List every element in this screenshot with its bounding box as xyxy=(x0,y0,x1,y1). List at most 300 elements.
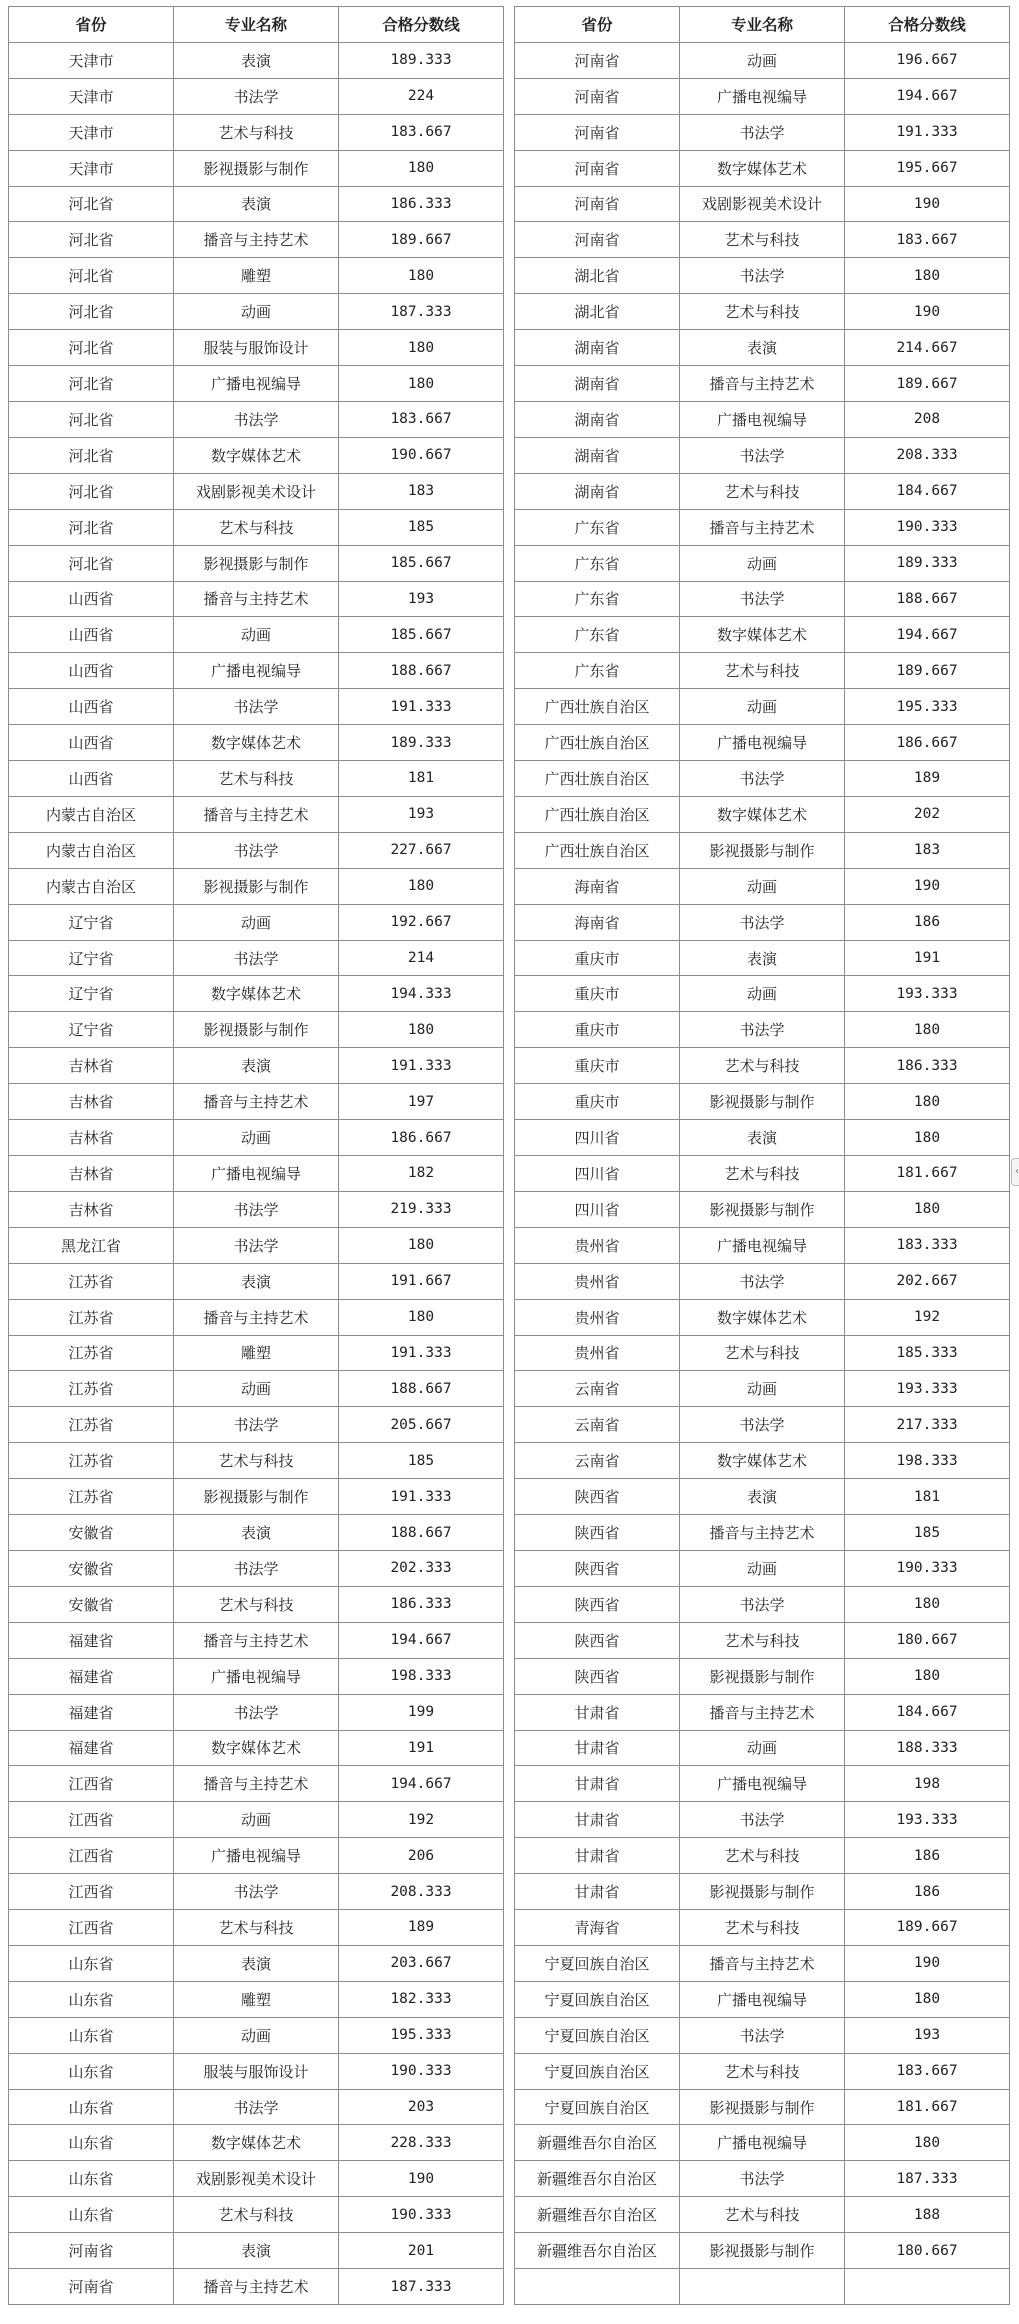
cell-province: 河南省 xyxy=(515,114,680,150)
table-row xyxy=(515,2161,1010,2197)
table-row xyxy=(515,2197,1010,2233)
table-row xyxy=(9,976,504,1012)
cell-major: 表演 xyxy=(174,1048,339,1084)
cell-province: 湖北省 xyxy=(515,294,680,330)
table-row xyxy=(515,1012,1010,1048)
cell-province: 山东省 xyxy=(9,2197,174,2233)
cell-score: 199 xyxy=(339,1694,504,1730)
cell-major: 播音与主持艺术 xyxy=(174,1622,339,1658)
cell-score: 194.333 xyxy=(339,976,504,1012)
table-row xyxy=(9,150,504,186)
table-row xyxy=(9,904,504,940)
cell-province: 河北省 xyxy=(9,545,174,581)
cell-major: 影视摄影与制作 xyxy=(680,1874,845,1910)
cell-province: 云南省 xyxy=(515,1443,680,1479)
table-row xyxy=(9,1981,504,2017)
table-row xyxy=(9,2269,504,2305)
cell-major: 书法学 xyxy=(174,689,339,725)
cell-score: 183.667 xyxy=(339,401,504,437)
cell-major: 艺术与科技 xyxy=(174,761,339,797)
cell-major: 数字媒体艺术 xyxy=(174,725,339,761)
cell-score: 202.667 xyxy=(845,1263,1010,1299)
cell-major: 动画 xyxy=(680,545,845,581)
cell-score: 190.333 xyxy=(845,509,1010,545)
cell-score: 184.667 xyxy=(845,473,1010,509)
table-row xyxy=(515,401,1010,437)
cell-province: 新疆维吾尔自治区 xyxy=(515,2197,680,2233)
cell-major: 动画 xyxy=(174,617,339,653)
cell-province: 江西省 xyxy=(9,1838,174,1874)
table-row xyxy=(515,366,1010,402)
table-row xyxy=(515,1263,1010,1299)
cell-score: 190.333 xyxy=(845,1550,1010,1586)
table-row xyxy=(515,1407,1010,1443)
cell-score: 180 xyxy=(845,1658,1010,1694)
table-row xyxy=(515,509,1010,545)
table-row xyxy=(9,1622,504,1658)
cell-province: 甘肃省 xyxy=(515,1802,680,1838)
cell-score: 189.667 xyxy=(845,366,1010,402)
table-row xyxy=(9,1335,504,1371)
cell-score: 191.333 xyxy=(339,689,504,725)
cell-major: 表演 xyxy=(680,1479,845,1515)
cell-province: 四川省 xyxy=(515,1156,680,1192)
empty-cell xyxy=(845,2269,1010,2305)
cell-score: 183.667 xyxy=(845,2053,1010,2089)
cell-major: 数字媒体艺术 xyxy=(174,2125,339,2161)
cell-major: 书法学 xyxy=(680,904,845,940)
cell-major: 动画 xyxy=(680,868,845,904)
cell-province: 湖南省 xyxy=(515,330,680,366)
cell-major: 数字媒体艺术 xyxy=(680,796,845,832)
table-row xyxy=(9,940,504,976)
cell-province: 吉林省 xyxy=(9,1084,174,1120)
cell-major: 书法学 xyxy=(174,78,339,114)
table-row xyxy=(9,1658,504,1694)
cell-major: 动画 xyxy=(680,42,845,78)
cell-major: 书法学 xyxy=(174,940,339,976)
cell-province: 广东省 xyxy=(515,653,680,689)
cell-province: 湖北省 xyxy=(515,258,680,294)
cell-score: 208 xyxy=(845,401,1010,437)
cell-score: 180 xyxy=(339,868,504,904)
cell-major: 数字媒体艺术 xyxy=(680,1299,845,1335)
table-row xyxy=(515,1658,1010,1694)
cell-score: 191.333 xyxy=(339,1335,504,1371)
table-body-left xyxy=(9,42,504,2304)
table-row xyxy=(515,330,1010,366)
cell-province: 天津市 xyxy=(9,78,174,114)
table-row xyxy=(9,437,504,473)
cell-major: 播音与主持艺术 xyxy=(680,1515,845,1551)
cell-province: 湖南省 xyxy=(515,437,680,473)
cell-major: 艺术与科技 xyxy=(680,653,845,689)
cell-major: 雕塑 xyxy=(174,1981,339,2017)
cell-score: 181 xyxy=(845,1479,1010,1515)
cell-major: 艺术与科技 xyxy=(174,509,339,545)
cell-province: 江西省 xyxy=(9,1910,174,1946)
table-row xyxy=(515,617,1010,653)
table-row xyxy=(9,1012,504,1048)
table-row xyxy=(9,1586,504,1622)
cell-major: 动画 xyxy=(680,976,845,1012)
table-row xyxy=(9,366,504,402)
cell-province: 河南省 xyxy=(515,78,680,114)
cell-score: 203.667 xyxy=(339,1945,504,1981)
cell-major: 动画 xyxy=(174,294,339,330)
table-row xyxy=(9,2197,504,2233)
table-row xyxy=(9,1299,504,1335)
cell-score: 185 xyxy=(845,1515,1010,1551)
cell-score: 180 xyxy=(339,1299,504,1335)
cell-province: 安徽省 xyxy=(9,1586,174,1622)
cell-score: 190 xyxy=(845,868,1010,904)
cell-province: 山西省 xyxy=(9,725,174,761)
cell-major: 书法学 xyxy=(174,1694,339,1730)
cell-major: 艺术与科技 xyxy=(680,1622,845,1658)
cell-major: 书法学 xyxy=(174,1550,339,1586)
cell-score: 186.333 xyxy=(339,1586,504,1622)
cell-province: 天津市 xyxy=(9,114,174,150)
cell-score: 189.667 xyxy=(845,1910,1010,1946)
table-row xyxy=(9,1479,504,1515)
table-row xyxy=(515,653,1010,689)
cell-major: 影视摄影与制作 xyxy=(680,2233,845,2269)
table-row xyxy=(9,258,504,294)
cell-score: 186.333 xyxy=(845,1048,1010,1084)
scroll-handle-icon[interactable]: ‹ xyxy=(1011,1158,1019,1186)
cell-province: 吉林省 xyxy=(9,1048,174,1084)
cell-province: 广西壮族自治区 xyxy=(515,725,680,761)
cell-province: 贵州省 xyxy=(515,1263,680,1299)
header-major: 专业名称 xyxy=(680,7,845,43)
cell-score: 228.333 xyxy=(339,2125,504,2161)
cell-major: 影视摄影与制作 xyxy=(680,832,845,868)
cell-province: 湖南省 xyxy=(515,473,680,509)
table-row xyxy=(9,545,504,581)
cell-major: 雕塑 xyxy=(174,258,339,294)
cell-province: 河南省 xyxy=(515,186,680,222)
empty-cell xyxy=(515,2269,680,2305)
cell-major: 动画 xyxy=(680,1730,845,1766)
cell-province: 河北省 xyxy=(9,186,174,222)
cell-major: 表演 xyxy=(174,42,339,78)
cell-province: 重庆市 xyxy=(515,976,680,1012)
cell-major: 艺术与科技 xyxy=(680,1838,845,1874)
cell-score: 194.667 xyxy=(339,1622,504,1658)
cell-major: 书法学 xyxy=(174,2089,339,2125)
cell-province: 河北省 xyxy=(9,437,174,473)
table-row xyxy=(515,258,1010,294)
table-row xyxy=(515,2053,1010,2089)
cell-province: 河北省 xyxy=(9,258,174,294)
cell-major: 书法学 xyxy=(174,1407,339,1443)
cell-major: 动画 xyxy=(680,1371,845,1407)
cell-score: 187.333 xyxy=(339,2269,504,2305)
table-row xyxy=(9,689,504,725)
cell-score: 188.667 xyxy=(339,1371,504,1407)
cell-major: 广播电视编导 xyxy=(174,1658,339,1694)
cell-score: 180 xyxy=(845,1586,1010,1622)
table-row xyxy=(515,1874,1010,1910)
cell-province: 宁夏回族自治区 xyxy=(515,1981,680,2017)
cell-score: 188.667 xyxy=(845,581,1010,617)
cell-province: 内蒙古自治区 xyxy=(9,868,174,904)
cell-score: 190 xyxy=(339,2161,504,2197)
cell-score: 180 xyxy=(339,150,504,186)
empty-cell xyxy=(680,2269,845,2305)
cell-score: 185 xyxy=(339,509,504,545)
cell-province: 江苏省 xyxy=(9,1371,174,1407)
cell-score: 189 xyxy=(339,1910,504,1946)
table-row xyxy=(515,1191,1010,1227)
table-row xyxy=(9,2017,504,2053)
cell-major: 书法学 xyxy=(680,1586,845,1622)
cell-score: 185.333 xyxy=(845,1335,1010,1371)
score-table-right xyxy=(514,6,1010,2305)
table-row xyxy=(515,2017,1010,2053)
cell-major: 艺术与科技 xyxy=(680,1156,845,1192)
cell-score: 184.667 xyxy=(845,1694,1010,1730)
cell-major: 表演 xyxy=(174,1945,339,1981)
cell-major: 影视摄影与制作 xyxy=(174,1479,339,1515)
cell-province: 山西省 xyxy=(9,653,174,689)
table-row xyxy=(515,2233,1010,2269)
cell-score: 183.333 xyxy=(845,1227,1010,1263)
cell-province: 江西省 xyxy=(9,1802,174,1838)
cell-score: 182.333 xyxy=(339,1981,504,2017)
cell-score: 188.333 xyxy=(845,1730,1010,1766)
cell-score: 191.333 xyxy=(845,114,1010,150)
table-row xyxy=(9,1156,504,1192)
cell-province: 江苏省 xyxy=(9,1335,174,1371)
cell-score: 183.667 xyxy=(845,222,1010,258)
cell-province: 重庆市 xyxy=(515,1012,680,1048)
cell-score: 195.333 xyxy=(339,2017,504,2053)
cell-province: 安徽省 xyxy=(9,1550,174,1586)
cell-score: 180 xyxy=(845,258,1010,294)
cell-province: 江苏省 xyxy=(9,1443,174,1479)
cell-score: 180.667 xyxy=(845,1622,1010,1658)
cell-province: 福建省 xyxy=(9,1730,174,1766)
cell-score: 193.333 xyxy=(845,976,1010,1012)
cell-province: 河南省 xyxy=(515,42,680,78)
cell-major: 影视摄影与制作 xyxy=(680,1191,845,1227)
cell-major: 书法学 xyxy=(174,1191,339,1227)
cell-score: 180 xyxy=(339,1227,504,1263)
cell-score: 198 xyxy=(845,1766,1010,1802)
table-row xyxy=(515,114,1010,150)
cell-province: 福建省 xyxy=(9,1622,174,1658)
cell-score: 201 xyxy=(339,2233,504,2269)
table-row xyxy=(515,725,1010,761)
cell-score: 208.333 xyxy=(845,437,1010,473)
cell-province: 甘肃省 xyxy=(515,1766,680,1802)
cell-province: 吉林省 xyxy=(9,1191,174,1227)
cell-province: 天津市 xyxy=(9,150,174,186)
cell-province: 云南省 xyxy=(515,1407,680,1443)
cell-major: 艺术与科技 xyxy=(174,1443,339,1479)
cell-score: 185.667 xyxy=(339,617,504,653)
cell-province: 贵州省 xyxy=(515,1335,680,1371)
header-score: 合格分数线 xyxy=(339,7,504,43)
table-row xyxy=(9,1838,504,1874)
cell-province: 江苏省 xyxy=(9,1263,174,1299)
cell-province: 陕西省 xyxy=(515,1622,680,1658)
table-row xyxy=(515,42,1010,78)
cell-major: 动画 xyxy=(174,2017,339,2053)
cell-score: 224 xyxy=(339,78,504,114)
cell-score: 180.667 xyxy=(845,2233,1010,2269)
cell-major: 影视摄影与制作 xyxy=(174,1012,339,1048)
cell-score: 185 xyxy=(339,1443,504,1479)
cell-score: 190 xyxy=(845,186,1010,222)
cell-score: 190 xyxy=(845,294,1010,330)
cell-province: 陕西省 xyxy=(515,1479,680,1515)
cell-province: 江苏省 xyxy=(9,1407,174,1443)
cell-major: 书法学 xyxy=(680,1012,845,1048)
cell-major: 数字媒体艺术 xyxy=(680,617,845,653)
cell-major: 广播电视编导 xyxy=(174,1838,339,1874)
cell-major: 艺术与科技 xyxy=(174,114,339,150)
table-row xyxy=(515,976,1010,1012)
cell-score: 203 xyxy=(339,2089,504,2125)
cell-province: 广西壮族自治区 xyxy=(515,832,680,868)
cell-major: 播音与主持艺术 xyxy=(174,222,339,258)
cell-score: 208.333 xyxy=(339,1874,504,1910)
cell-province: 山东省 xyxy=(9,1945,174,1981)
cell-score: 180 xyxy=(845,1084,1010,1120)
cell-province: 海南省 xyxy=(515,904,680,940)
cell-major: 播音与主持艺术 xyxy=(680,509,845,545)
table-row xyxy=(9,509,504,545)
cell-province: 河北省 xyxy=(9,294,174,330)
cell-score: 214 xyxy=(339,940,504,976)
table-row xyxy=(9,1694,504,1730)
cell-score: 198.333 xyxy=(845,1443,1010,1479)
cell-major: 数字媒体艺术 xyxy=(174,1730,339,1766)
header-province: 省份 xyxy=(515,7,680,43)
cell-province: 河北省 xyxy=(9,473,174,509)
table-row xyxy=(9,222,504,258)
cell-score: 186 xyxy=(845,904,1010,940)
cell-province: 河北省 xyxy=(9,330,174,366)
table-row xyxy=(9,1730,504,1766)
table-row xyxy=(9,1550,504,1586)
cell-major: 书法学 xyxy=(680,258,845,294)
cell-score: 187.333 xyxy=(845,2161,1010,2197)
cell-province: 陕西省 xyxy=(515,1658,680,1694)
cell-major: 雕塑 xyxy=(174,1335,339,1371)
cell-score: 192 xyxy=(845,1299,1010,1335)
cell-province: 河北省 xyxy=(9,222,174,258)
cell-major: 书法学 xyxy=(680,437,845,473)
table-row xyxy=(515,761,1010,797)
cell-score: 189.333 xyxy=(339,42,504,78)
cell-score: 181.667 xyxy=(845,1156,1010,1192)
cell-score: 193 xyxy=(339,796,504,832)
table-row xyxy=(9,1120,504,1156)
cell-major: 数字媒体艺术 xyxy=(174,976,339,1012)
cell-province: 宁夏回族自治区 xyxy=(515,2089,680,2125)
table-row xyxy=(515,1479,1010,1515)
cell-province: 江苏省 xyxy=(9,1479,174,1515)
cell-major: 书法学 xyxy=(680,1263,845,1299)
table-row xyxy=(9,42,504,78)
cell-province: 广东省 xyxy=(515,545,680,581)
cell-score: 202.333 xyxy=(339,1550,504,1586)
cell-major: 艺术与科技 xyxy=(174,2197,339,2233)
cell-major: 动画 xyxy=(174,1120,339,1156)
cell-major: 播音与主持艺术 xyxy=(680,366,845,402)
cell-score: 186.333 xyxy=(339,186,504,222)
cell-score: 206 xyxy=(339,1838,504,1874)
header-row xyxy=(9,7,504,43)
cell-major: 数字媒体艺术 xyxy=(680,150,845,186)
table-row xyxy=(515,1515,1010,1551)
cell-score: 181.667 xyxy=(845,2089,1010,2125)
cell-major: 书法学 xyxy=(680,761,845,797)
cell-score: 189.667 xyxy=(339,222,504,258)
cell-score: 190.333 xyxy=(339,2197,504,2233)
table-row xyxy=(9,1874,504,1910)
cell-major: 动画 xyxy=(174,904,339,940)
cell-major: 戏剧影视美术设计 xyxy=(174,473,339,509)
table-row xyxy=(515,1156,1010,1192)
cell-province: 广东省 xyxy=(515,617,680,653)
cell-major: 表演 xyxy=(174,2233,339,2269)
cell-score: 189.667 xyxy=(845,653,1010,689)
cell-major: 艺术与科技 xyxy=(680,294,845,330)
cell-score: 202 xyxy=(845,796,1010,832)
cell-score: 191 xyxy=(845,940,1010,976)
cell-province: 河北省 xyxy=(9,366,174,402)
cell-major: 书法学 xyxy=(174,1227,339,1263)
cell-major: 书法学 xyxy=(680,114,845,150)
table-row xyxy=(9,1910,504,1946)
cell-province: 重庆市 xyxy=(515,1048,680,1084)
cell-major: 书法学 xyxy=(174,1874,339,1910)
cell-major: 艺术与科技 xyxy=(680,1335,845,1371)
cell-score: 188.667 xyxy=(339,653,504,689)
cell-score: 189.333 xyxy=(339,725,504,761)
cell-major: 表演 xyxy=(174,1263,339,1299)
cell-province: 新疆维吾尔自治区 xyxy=(515,2125,680,2161)
cell-score: 186 xyxy=(845,1874,1010,1910)
cell-major: 播音与主持艺术 xyxy=(174,581,339,617)
cell-province: 内蒙古自治区 xyxy=(9,832,174,868)
table-row xyxy=(515,1299,1010,1335)
cell-score: 190 xyxy=(845,1945,1010,1981)
cell-province: 内蒙古自治区 xyxy=(9,796,174,832)
cell-major: 影视摄影与制作 xyxy=(680,2089,845,2125)
cell-major: 数字媒体艺术 xyxy=(174,437,339,473)
cell-major: 艺术与科技 xyxy=(174,1910,339,1946)
table-row xyxy=(9,1227,504,1263)
cell-province: 山西省 xyxy=(9,689,174,725)
table-row xyxy=(515,1586,1010,1622)
cell-province: 甘肃省 xyxy=(515,1730,680,1766)
table-row xyxy=(515,689,1010,725)
table-row xyxy=(515,437,1010,473)
table-row xyxy=(515,1694,1010,1730)
table-row xyxy=(515,1622,1010,1658)
cell-score: 192 xyxy=(339,1802,504,1838)
cell-major: 广播电视编导 xyxy=(174,366,339,402)
table-row xyxy=(515,2089,1010,2125)
cell-province: 陕西省 xyxy=(515,1550,680,1586)
cell-province: 四川省 xyxy=(515,1120,680,1156)
